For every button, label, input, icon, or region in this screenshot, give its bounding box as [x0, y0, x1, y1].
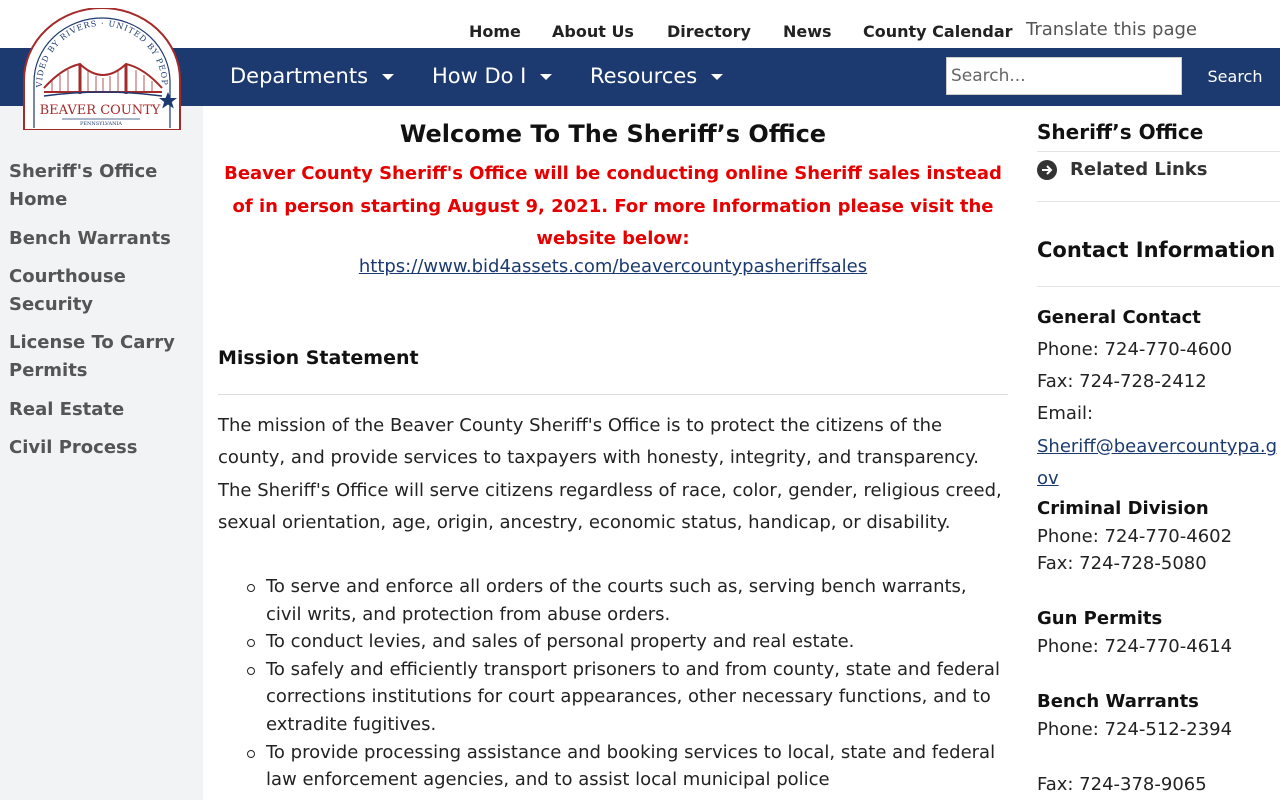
search-input[interactable]: [946, 57, 1182, 95]
list-item: To safely and efficiently transport prisoners to and from county, state and federal corrections institutions for court appearances, other necessary functions, and to extradite fugitives.: [266, 656, 1006, 739]
util-link-about[interactable]: About Us: [552, 22, 634, 41]
bench-fax: Fax: 724-378-9065: [1037, 774, 1207, 795]
section-title: Sheriff’s Office: [1037, 120, 1204, 144]
email-link[interactable]: Sheriff@beavercountypa.gov: [1037, 436, 1278, 489]
sidebar-item-home[interactable]: Sheriff's Office Home: [9, 161, 158, 210]
gun-permits-heading: Gun Permits: [1037, 608, 1163, 629]
criminal-phone: Phone: 724-770-4602: [1037, 526, 1233, 547]
divider: [1037, 286, 1280, 287]
sidebar-item-license-to-carry[interactable]: License To Carry Permits: [9, 332, 175, 381]
svg-text:DIVIDED BY RIVERS · UNITED BY: VIDED BY RIVERS · UNITED BY PEOP: [34, 18, 170, 88]
page-title: Welcome To The Sheriff’s Office: [399, 120, 827, 148]
bench-warrants-heading: Bench Warrants: [1037, 691, 1199, 712]
utility-bar: [0, 0, 1280, 48]
sheriff-sale-alert: Beaver County Sheriff's Office will be conducting online Sheriff sales instead of in person starting August 9, 2021. For more Information please visit the website below:: [224, 163, 1002, 249]
gun-phone: Phone: 724-770-4614: [1037, 636, 1233, 657]
svg-text:BEAVER COUNTY: BEAVER COUNTY: [39, 103, 161, 118]
related-links-toggle[interactable]: [1037, 159, 1208, 180]
main-nav: [0, 48, 1280, 106]
county-seal-icon: [22, 8, 182, 130]
nav-resources[interactable]: [590, 64, 723, 88]
general-fax: Fax: 724-728-2412: [1037, 371, 1207, 392]
chevron-down-icon: [382, 74, 394, 80]
contact-heading: Contact Information: [1037, 238, 1276, 262]
left-sidebar: [0, 106, 203, 800]
list-item: To conduct levies, and sales of personal property and real estate.: [266, 628, 1006, 656]
bench-phone: Phone: 724-512-2394: [1037, 719, 1233, 740]
nav-departments[interactable]: [230, 64, 394, 88]
nav-how-do-i-label: How Do I: [432, 64, 527, 88]
list-item: To serve and enforce all orders of the courts such as, serving bench warrants, civil writs, and protection from abuse orders.: [266, 573, 1006, 628]
criminal-fax: Fax: 724-728-5080: [1037, 553, 1207, 574]
list-item: To provide processing assistance and booking services to local, state and federal law enforcement agencies, and to assist local municipal police: [266, 739, 1006, 794]
divider: [1037, 201, 1280, 202]
sidebar-item-real-estate[interactable]: Real Estate: [9, 399, 125, 420]
chevron-down-icon: [540, 74, 552, 80]
bid4assets-link[interactable]: https://www.bid4assets.com/beavercountypasheriffsales: [358, 256, 868, 277]
mission-text: The mission of the Beaver County Sheriff's Office is to protect the citizens of the county, and provide services to taxpayers with honesty, integrity, and transparency. The Sheriff's Office will serve citizens regardless of race, color, gender, religious creed, sexual orientation, age, origin, ancestry, economic status, handicap, or disability.: [218, 415, 1002, 533]
translate-link[interactable]: Translate this page: [1026, 19, 1197, 40]
util-link-directory[interactable]: Directory: [667, 22, 751, 41]
arrow-right-circle-icon: [1037, 160, 1057, 180]
county-logo[interactable]: [22, 8, 182, 130]
related-links-label: Related Links: [1070, 159, 1208, 180]
divider: [1037, 151, 1280, 152]
criminal-division-heading: Criminal Division: [1037, 498, 1209, 519]
util-link-news[interactable]: News: [783, 22, 832, 41]
nav-resources-label: Resources: [590, 64, 698, 88]
divider: [218, 394, 1008, 395]
util-link-home[interactable]: Home: [469, 22, 521, 41]
sidebar-item-bench-warrants[interactable]: Bench Warrants: [9, 228, 171, 249]
mission-list: [266, 573, 1006, 794]
sidebar-item-courthouse-security[interactable]: Courthouse Security: [9, 266, 126, 315]
nav-how-do-i[interactable]: [432, 64, 552, 88]
email-label: Email:: [1037, 403, 1094, 424]
nav-departments-label: Departments: [230, 64, 369, 88]
util-link-calendar[interactable]: County Calendar: [863, 22, 1013, 41]
general-contact-heading: General Contact: [1037, 307, 1201, 328]
search-button[interactable]: Search: [1190, 57, 1280, 95]
chevron-down-icon: [711, 74, 723, 80]
mission-heading: Mission Statement: [218, 347, 419, 369]
general-phone: Phone: 724-770-4600: [1037, 339, 1233, 360]
svg-text:PENNSYLVANIA: PENNSYLVANIA: [79, 121, 123, 127]
sidebar-item-civil-process[interactable]: Civil Process: [9, 437, 138, 458]
